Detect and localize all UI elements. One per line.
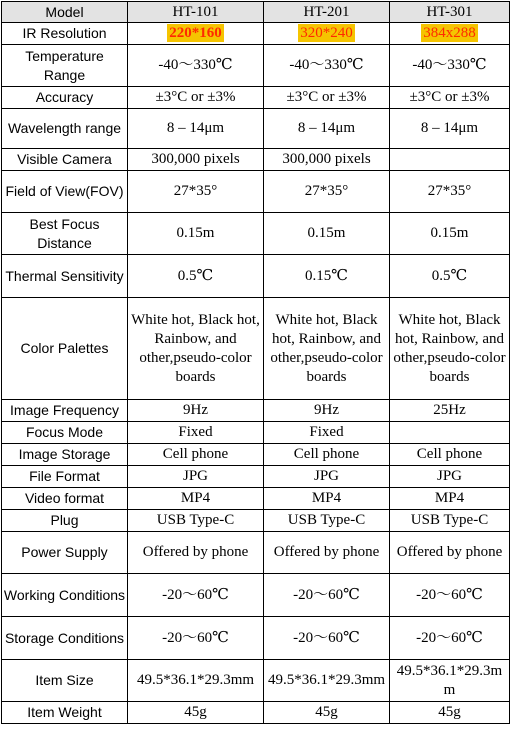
spec-label: IR Resolution (2, 23, 128, 45)
spec-value-ht-301 (390, 422, 510, 444)
spec-row-plug (2, 510, 510, 532)
spec-value-ht-301: Offered by phone (390, 532, 510, 574)
spec-value-ht-301: -20～60℃ (390, 617, 510, 660)
spec-row-video-format (2, 488, 510, 510)
spec-value-ht-201: 27*35° (264, 171, 390, 213)
spec-value-ht-301: JPG (390, 466, 510, 488)
spec-label: Visible Camera (2, 149, 128, 171)
spec-label: Video format (2, 488, 128, 510)
spec-value-ht-201: Offered by phone (264, 532, 390, 574)
spec-row-temperature-range (2, 45, 510, 87)
spec-value-ht-301: MP4 (390, 488, 510, 510)
spec-value-ht-301: 45g (390, 702, 510, 724)
spec-value-ht-201: JPG (264, 466, 390, 488)
spec-label: Item Size (2, 660, 128, 702)
spec-label: Temperature Range (2, 45, 128, 87)
spec-value-ht-101: Offered by phone (128, 532, 264, 574)
spec-label: Thermal Sensitivity (2, 255, 128, 298)
spec-row-color-palettes (2, 298, 510, 400)
header-model-ht-101: HT-101 (128, 2, 264, 23)
spec-label: Wavelength range (2, 109, 128, 149)
header-row (2, 2, 510, 23)
spec-value-ht-201: -20～60℃ (264, 574, 390, 617)
spec-value-ht-101: -40～330℃ (128, 45, 264, 87)
spec-value-ht-301: Cell phone (390, 444, 510, 466)
spec-value-ht-301: -40～330℃ (390, 45, 510, 87)
spec-value-ht-201: 0.15℃ (264, 255, 390, 298)
spec-value-ht-201: -20～60℃ (264, 617, 390, 660)
spec-row-thermal-sensitivity (2, 255, 510, 298)
header-model-ht-301: HT-301 (390, 2, 510, 23)
highlighted-value: 220*160 (169, 25, 222, 41)
spec-row-accuracy (2, 87, 510, 109)
spec-label: Power Supply (2, 532, 128, 574)
spec-row-focus-mode (2, 422, 510, 444)
spec-value-ht-101: ±3°C or ±3% (128, 87, 264, 109)
spec-row-image-storage (2, 444, 510, 466)
spec-row-wavelength-range (2, 109, 510, 149)
spec-value-ht-301: USB Type-C (390, 510, 510, 532)
spec-value-ht-301: 0.5℃ (390, 255, 510, 298)
spec-value-ht-301: 49.5*36.1*29.3mm (390, 660, 510, 702)
spec-label: Best Focus Distance (2, 213, 128, 255)
spec-label: Image Storage (2, 444, 128, 466)
spec-label: Field of View(FOV) (2, 171, 128, 213)
spec-row-item-size (2, 660, 510, 702)
spec-value-ht-201: USB Type-C (264, 510, 390, 532)
spec-value-ht-201: -40～330℃ (264, 45, 390, 87)
spec-value-ht-101: 27*35° (128, 171, 264, 213)
spec-value-ht-201: 49.5*36.1*29.3mm (264, 660, 390, 702)
header-model-ht-201: HT-201 (264, 2, 390, 23)
spec-value-ht-101: 8 – 14μm (128, 109, 264, 149)
spec-value-ht-201: 45g (264, 702, 390, 724)
spec-label: Accuracy (2, 87, 128, 109)
spec-value-ht-301: 27*35° (390, 171, 510, 213)
spec-row-field-of-view (2, 171, 510, 213)
spec-value-ht-101: Cell phone (128, 444, 264, 466)
spec-value-ht-101: White hot, Black hot, Rainbow, and other,pseudo-color boards (128, 298, 264, 400)
highlighted-value: 384x288 (423, 25, 476, 41)
spec-value-ht-301: -20～60℃ (390, 574, 510, 617)
spec-label: File Format (2, 466, 128, 488)
spec-label: Working Conditions (2, 574, 128, 617)
spec-value-ht-201: 0.15m (264, 213, 390, 255)
highlighted-value: 320*240 (300, 25, 353, 41)
spec-row-best-focus-distance (2, 213, 510, 255)
spec-row-working-conditions (2, 574, 510, 617)
spec-value-ht-101: Fixed (128, 422, 264, 444)
spec-row-file-format (2, 466, 510, 488)
spec-value-ht-201: 300,000 pixels (264, 149, 390, 171)
header-model-label: Model (2, 2, 128, 23)
spec-value-ht-301: ±3°C or ±3% (390, 87, 510, 109)
spec-label: Plug (2, 510, 128, 532)
spec-label: Image Frequency (2, 400, 128, 422)
spec-value-ht-201: MP4 (264, 488, 390, 510)
spec-label: Color Palettes (2, 298, 128, 400)
spec-value-ht-101: USB Type-C (128, 510, 264, 532)
spec-row-item-weight (2, 702, 510, 724)
spec-value-ht-301 (390, 23, 510, 45)
spec-value-ht-301: 0.15m (390, 213, 510, 255)
spec-label: Item Weight (2, 702, 128, 724)
spec-value-ht-201: Fixed (264, 422, 390, 444)
spec-value-ht-101: 0.5℃ (128, 255, 264, 298)
spec-value-ht-301 (390, 149, 510, 171)
spec-value-ht-101 (128, 23, 264, 45)
spec-value-ht-201: White hot, Black hot, Rainbow, and other,pseudo-color boards (264, 298, 390, 400)
spec-row-image-frequency (2, 400, 510, 422)
spec-row-power-supply (2, 532, 510, 574)
spec-value-ht-201 (264, 23, 390, 45)
spec-value-ht-101: 300,000 pixels (128, 149, 264, 171)
spec-value-ht-101: -20～60℃ (128, 617, 264, 660)
spec-value-ht-101: 45g (128, 702, 264, 724)
spec-value-ht-101: -20～60℃ (128, 574, 264, 617)
spec-label: Focus Mode (2, 422, 128, 444)
spec-table (1, 1, 510, 724)
spec-row-storage-conditions (2, 617, 510, 660)
spec-value-ht-101: JPG (128, 466, 264, 488)
spec-value-ht-301: 25Hz (390, 400, 510, 422)
spec-value-ht-101: MP4 (128, 488, 264, 510)
spec-row-visible-camera (2, 149, 510, 171)
spec-value-ht-201: 8 – 14μm (264, 109, 390, 149)
spec-value-ht-101: 0.15m (128, 213, 264, 255)
spec-label: Storage Conditions (2, 617, 128, 660)
spec-row-ir-resolution (2, 23, 510, 45)
spec-value-ht-201: ±3°C or ±3% (264, 87, 390, 109)
spec-value-ht-201: Cell phone (264, 444, 390, 466)
spec-value-ht-101: 9Hz (128, 400, 264, 422)
spec-value-ht-101: 49.5*36.1*29.3mm (128, 660, 264, 702)
spec-value-ht-201: 9Hz (264, 400, 390, 422)
spec-value-ht-301: White hot, Black hot, Rainbow, and other,pseudo-color boards (390, 298, 510, 400)
spec-value-ht-301: 8 – 14μm (390, 109, 510, 149)
